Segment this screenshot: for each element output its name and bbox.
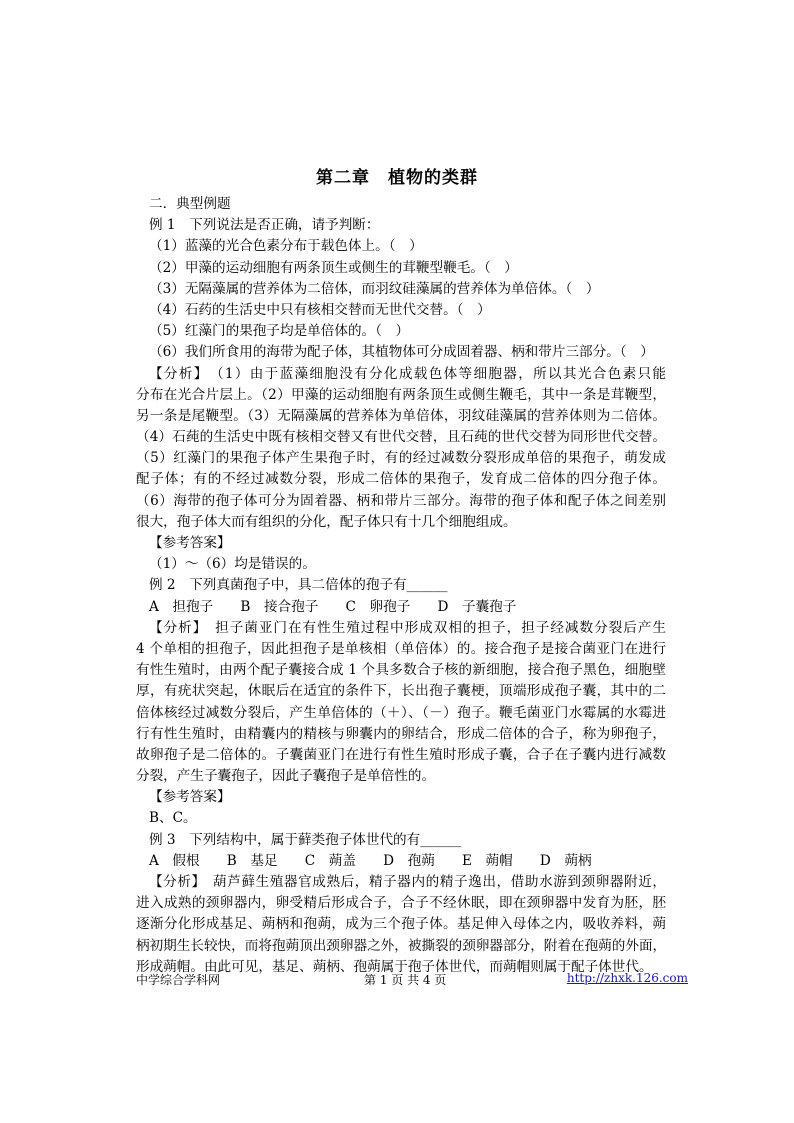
example-1-analysis-line: 很大，孢子体大而有组织的分化，配子体只有十几个细胞组成。	[136, 513, 517, 530]
example-1-item: （1）蓝藻的光合色素分布于载色体上。（ ）	[149, 238, 423, 255]
example-1-item: （2）甲藻的运动细胞有两条顶生或侧生的茸鞭型鞭毛。（ ）	[149, 259, 518, 276]
footer-site-name: 中学综合学科网	[136, 973, 221, 987]
example-2-analysis-line: 倍体核经过减数分裂后，产生单倍体的（＋）、（－）孢子。鞭毛菌亚门水霉属的水霉进	[136, 704, 666, 721]
example-1-item: （4）石药的生活史中只有核相交替而无世代交替。（ ）	[149, 301, 491, 318]
example-2-answer-label: 【参考答案】	[149, 789, 231, 806]
example-1-analysis-line: （5）红藻门的果孢子体产生果孢子时，有的经过减数分裂形成单倍的果孢子，萌发成	[136, 450, 666, 467]
example-3-analysis-line: 进入成熟的颈卵器内，卵受精后形成合子，合子不经休眠，即在颈卵器中发育为胚，胚	[136, 895, 666, 912]
example-3-analysis-line: 柄初期生长较快，而将孢蒴顶出颈卵器之外，被撕裂的颈卵器部分，附着在孢蒴的外面，	[136, 937, 667, 954]
example-2-analysis-line: 行有性生殖时，由精囊内的精核与卵囊内的卵结合，形成二倍体的合子，称为卵孢子，	[136, 725, 666, 742]
example-2-analysis-line: 分裂，产生子囊孢子，因此子囊孢子是单倍性的。	[136, 768, 436, 785]
example-3-question: 例 3 下列结构中，属于藓类孢子体世代的有______	[149, 831, 462, 848]
example-2-question: 例 2 下列真菌孢子中，具二倍体的孢子有______	[149, 577, 448, 594]
example-3-analysis-line: 【分析】 葫芦藓生殖器官成熟后，精子器内的精子逸出，借助水游到颈卵器附近，	[149, 874, 666, 890]
example-2-analysis-line: 有性生殖时，由两个配子囊接合成 1 个具多数合子核的新细胞，接合孢子黑色，细胞壁	[136, 662, 666, 679]
example-1-analysis-line: 另一条是尾鞭型。（3）无隔藻属的营养体为单倍体，羽纹硅藻属的营养体则为二倍体。	[136, 407, 666, 424]
example-1-item: （3）无隔藻属的营养体为二倍体，而羽纹硅藻属的营养体为单倍体。（ ）	[149, 280, 600, 297]
example-1-analysis-line: （6）海带的孢子体可分为固着器、柄和带片三部分。海带的孢子体和配子体之间差别	[136, 492, 666, 509]
example-3-analysis-line: 逐渐分化形成基足、蒴柄和孢蒴，成为三个孢子体。基足伸入母体之内，吸收养料，蒴	[136, 916, 666, 933]
example-2-answer: B、C。	[149, 810, 197, 827]
section-heading: 二．典型例题	[149, 196, 231, 212]
example-2-analysis-line: 【分析】 担子菌亚门在有性生殖过程中形成双相的担子，担子经减数分裂后产生	[149, 619, 666, 636]
page-title: 第二章 植物的类群	[316, 168, 478, 188]
example-1-answer-label: 【参考答案】	[149, 535, 231, 551]
example-3-options: A 假根 B 基足 C 蒴盖 D 孢蒴 E 蒴帽 D 蒴柄	[149, 852, 592, 869]
example-2-options: A 担孢子 B 接合孢子 C 卵孢子 D 子囊孢子	[149, 598, 517, 615]
example-1-analysis-line: 配子体；有的不经过减数分裂，形成二倍体的果孢子，发育成二倍体的四分孢子体。	[136, 471, 666, 488]
example-1-analysis-line: （4）石莼的生活史中既有核相交替又有世代交替，且石莼的世代交替为同形世代交替。	[136, 429, 666, 446]
example-1-analysis-line: 分布在光合片层上。（2）甲藻的运动细胞有两条顶生或侧生鞭毛，其中一条是茸鞭型，	[136, 386, 666, 403]
example-1-analysis-line: 【分析】 （1）由于蓝藻细胞没有分化成载色体等细胞器，所以其光合色素只能	[149, 365, 666, 382]
example-1-item: （5）红藻门的果孢子均是单倍体的。（ ）	[149, 323, 410, 340]
example-1-item: （6）我们所食用的海带为配子体，其植物体可分成固着器、柄和带片三部分。（ ）	[149, 344, 654, 361]
page-footer	[136, 971, 688, 989]
example-2-analysis-line: 厚，有疣状突起，休眠后在适宜的条件下，长出孢子囊梗，顶端形成孢子囊，其中的二	[136, 683, 666, 700]
example-3-analysis-line: 形成蒴帽。由此可见，基足、蒴柄、孢蒴属于孢子体世代，而蒴帽则属于配子体世代。	[136, 958, 653, 975]
footer-page-number: 第 1 页 共 4 页	[364, 973, 447, 987]
example-1-answer: （1）～（6）均是错误的。	[149, 556, 316, 573]
example-1-question: 例 1 下列说法是否正确，请予判断：	[149, 217, 380, 234]
example-2-analysis-line: 4 个单相的担孢子，因此担孢子是单核相（单倍体）的。接合孢子是接合菌亚门在进行	[136, 640, 666, 657]
example-2-analysis-line: 故卵孢子是二倍体的。子囊菌亚门在进行有性生殖时形成子囊，合子在子囊内进行减数	[136, 746, 666, 763]
footer-url-link[interactable]: http://zhxk.126.com	[566, 971, 688, 985]
document-body	[136, 194, 666, 978]
